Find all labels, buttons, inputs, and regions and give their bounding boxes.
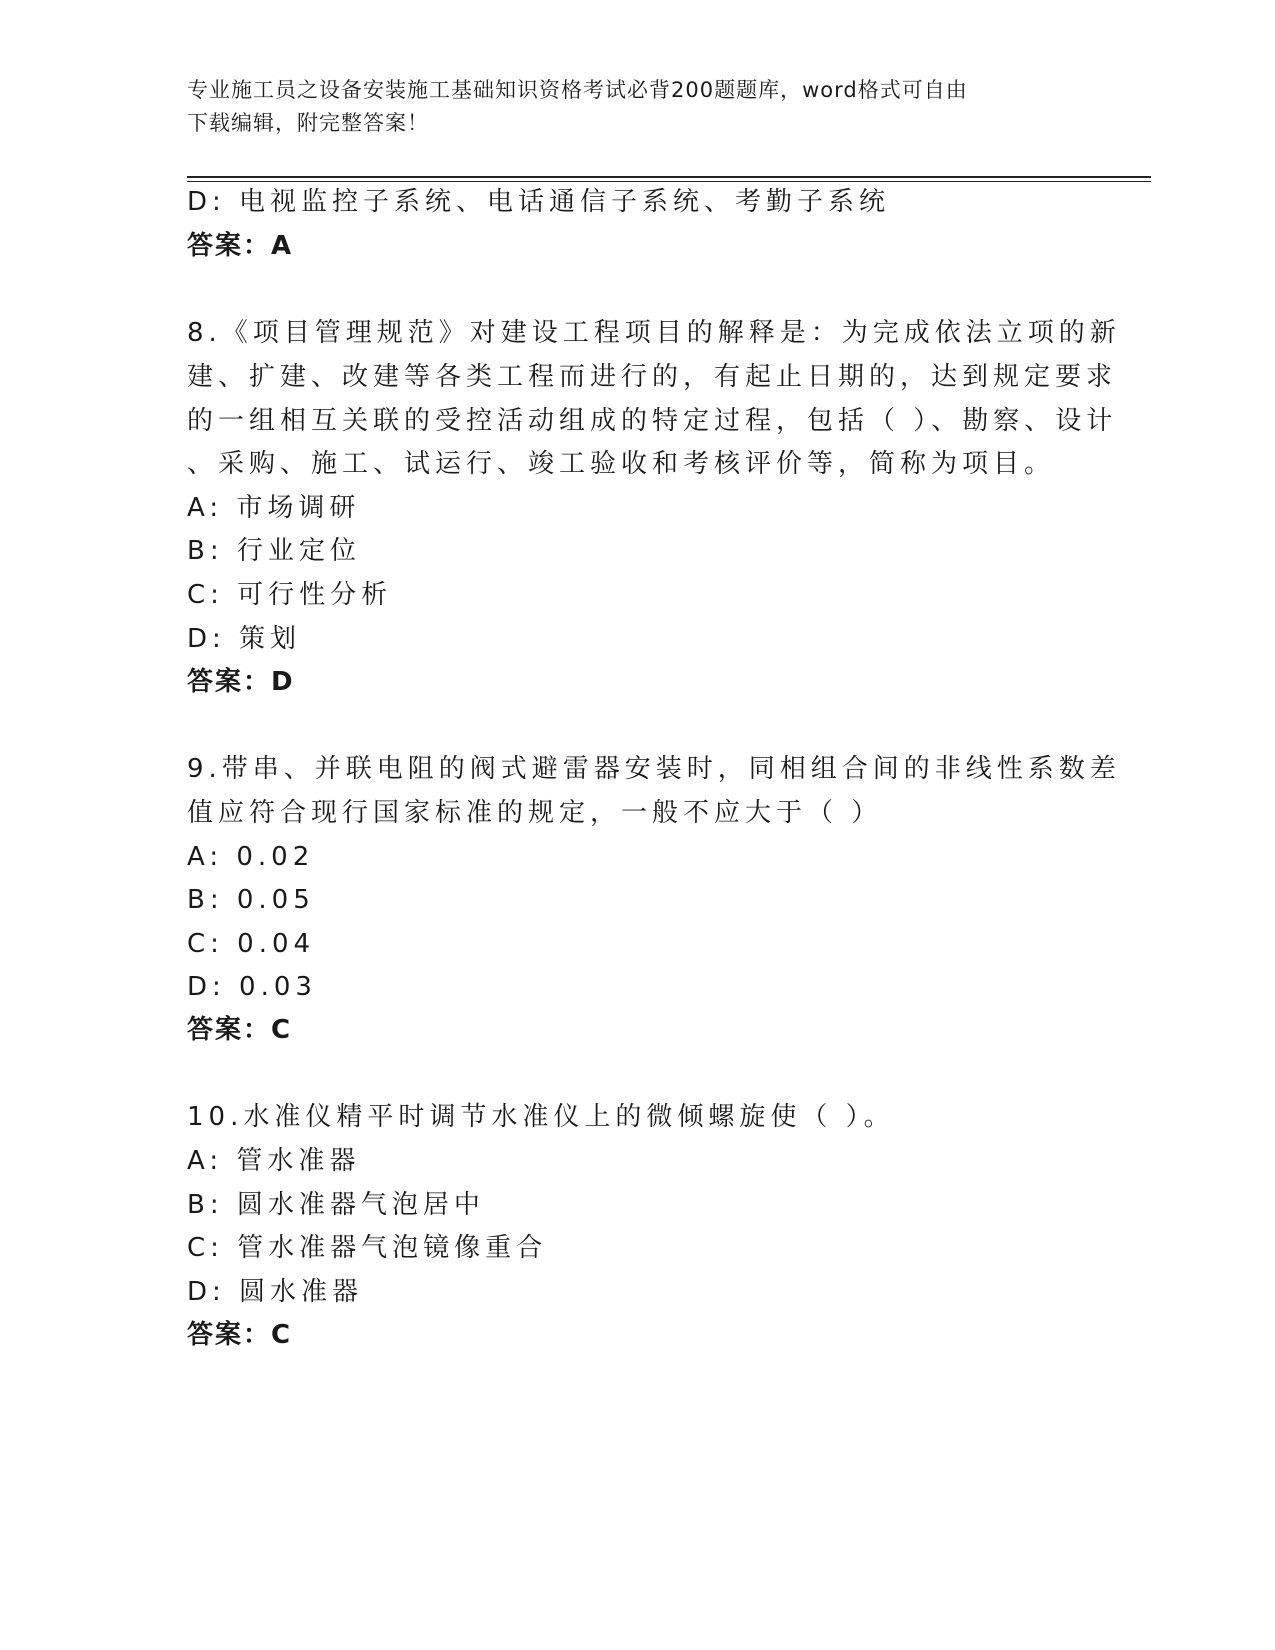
q10-option-b: B: 圆水准器气泡居中 <box>187 1190 485 1220</box>
q10-option-a: A: 管水准器 <box>187 1146 361 1176</box>
q8-option-a: A: 市场调研 <box>187 493 361 523</box>
q9-answer: 答案：C <box>187 1015 293 1045</box>
q9-option-d: D: 0.03 <box>187 972 317 1002</box>
header-divider-thick <box>187 176 1151 178</box>
page-header <box>187 74 1067 140</box>
q7-answer: 答案：A <box>187 231 294 261</box>
q9-option-c: C: 0.04 <box>187 929 316 959</box>
header-title-line-1: 专业施工员之设备安装施工基础知识资格考试必背200题题库，word格式可自由 <box>187 78 968 102</box>
q8-option-b: B: 行业定位 <box>187 536 361 566</box>
q10-option-c: C: 管水准器气泡镜像重合 <box>187 1233 548 1263</box>
q7-option-d: D: 电视监控子系统、电话通信子系统、考勤子系统 <box>187 187 891 217</box>
q9-option-a: A: 0.02 <box>187 842 315 872</box>
q10-answer: 答案：C <box>187 1320 293 1350</box>
header-divider-thin <box>187 181 1151 182</box>
q9-stem-line-2: 值应符合现行国家标准的规定，一般不应大于（ ） <box>187 798 883 828</box>
header-title-line-2: 下载编辑，附完整答案！ <box>187 111 429 135</box>
q9-stem-line-1: 9.带串、并联电阻的阀式避雷器安装时，同相组合间的非线性系数差 <box>187 754 1121 784</box>
q8-answer: 答案：D <box>187 667 295 697</box>
q8-stem-line-3: 的一组相互关联的受控活动组成的特定过程，包括（ ）、勘察、设计 <box>187 406 1118 436</box>
q8-option-d: D: 策划 <box>187 624 302 654</box>
q8-option-c: C: 可行性分析 <box>187 580 393 610</box>
q8-stem-line-1: 8.《项目管理规范》对建设工程项目的解释是：为完成依法立项的新 <box>187 318 1121 348</box>
q8-stem-line-2: 建、扩建、改建等各类工程而进行的，有起止日期的，达到规定要求 <box>187 362 1118 392</box>
q9-option-b: B: 0.05 <box>187 885 315 915</box>
q10-stem-line-1: 10.水准仪精平时调节水准仪上的微倾螺旋使（ ）。 <box>187 1102 895 1132</box>
q8-stem-line-4: 、采购、施工、试运行、竣工验收和考核评价等，简称为项目。 <box>187 449 1056 479</box>
q10-option-d: D: 圆水准器 <box>187 1277 364 1307</box>
